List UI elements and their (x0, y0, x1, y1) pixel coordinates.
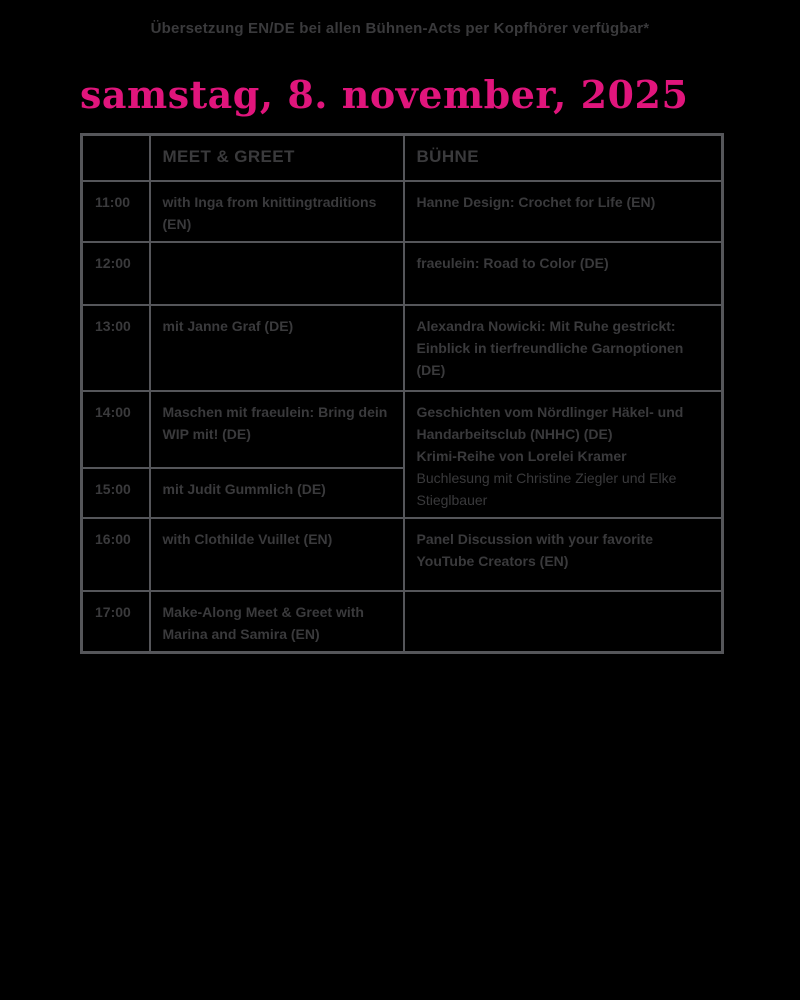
meet-cell (150, 242, 404, 305)
schedule-table (80, 133, 724, 654)
table-header-row (82, 135, 723, 182)
meet-cell: with Inga from knittingtraditions (EN) (150, 181, 404, 242)
table-row (82, 518, 723, 591)
stage-cell: Panel Discussion with your favorite YouTube Creators (EN) (404, 518, 723, 591)
meet-cell: with Clothilde Vuillet (EN) (150, 518, 404, 591)
merged-stage-line2: Krimi-Reihe von Lorelei Kramer (416, 448, 627, 464)
time-cell: 17:00 (82, 591, 150, 653)
time-cell: 14:00 (82, 391, 150, 468)
stage-cell: Hanne Design: Crochet for Life (EN) (404, 181, 723, 242)
stage-cell: fraeulein: Road to Color (DE) (404, 242, 723, 305)
time-cell: 11:00 (82, 181, 150, 242)
table-row (82, 242, 723, 305)
merged-stage-title: Geschichten vom Nördlinger Häkel- und Handarbeitsclub (NHHC) (DE) (416, 404, 684, 442)
table-row (82, 181, 723, 242)
meet-cell: mit Judit Gummlich (DE) (150, 468, 404, 518)
page-title: samstag, 8. november, 2025 (80, 72, 689, 117)
time-cell: 16:00 (82, 518, 150, 591)
header-meet-greet: MEET & GREET (150, 135, 404, 182)
header-buehne: BÜHNE (404, 135, 723, 182)
merged-stage-line3: Buchlesung mit Christine Ziegler und Elke Stieglbauer (416, 470, 677, 508)
meet-cell: Make-Along Meet & Greet with Marina and Samira (EN) (150, 591, 404, 653)
table-row (82, 391, 723, 468)
stage-cell: Alexandra Nowicki: Mit Ruhe gestrickt: Einblick in tierfreundliche Garnoptionen (DE) (404, 305, 723, 391)
translation-note: Übersetzung EN/DE bei allen Bühnen-Acts per Kopfhörer verfügbar* (150, 20, 650, 37)
time-cell: 12:00 (82, 242, 150, 305)
time-cell: 15:00 (82, 468, 150, 518)
stage-cell-merged (404, 391, 723, 518)
meet-cell: Maschen mit fraeulein: Bring dein WIP mit! (DE) (150, 391, 404, 468)
time-cell: 13:00 (82, 305, 150, 391)
stage-cell (404, 591, 723, 653)
table-row (82, 305, 723, 391)
meet-cell: mit Janne Graf (DE) (150, 305, 404, 391)
header-time (82, 135, 150, 182)
table-row (82, 591, 723, 653)
